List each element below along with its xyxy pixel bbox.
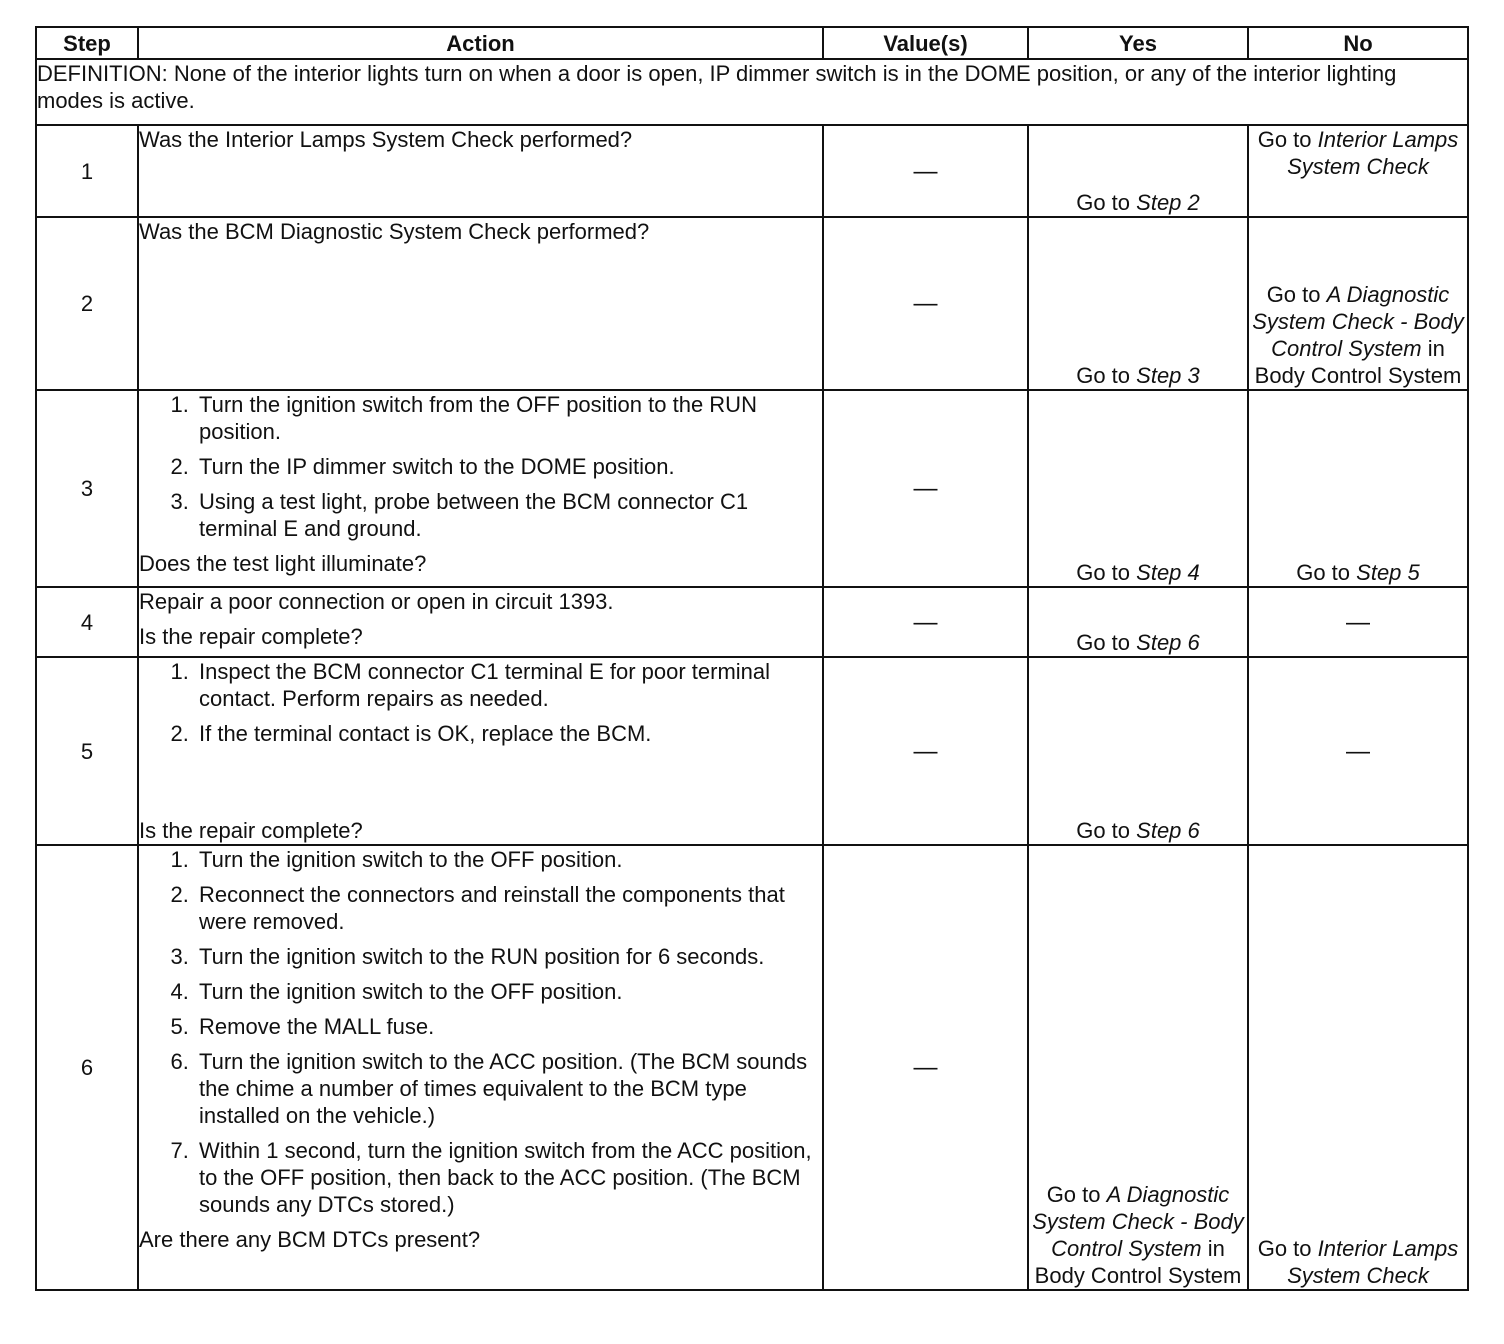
action-list: [139, 658, 822, 747]
go-to-label: Go to: [1076, 190, 1131, 215]
yes-target: Step 6: [1136, 818, 1200, 843]
yes-cell: [1028, 390, 1248, 587]
go-to-label: Go to: [1046, 1182, 1101, 1207]
no-target: Step 5: [1356, 560, 1420, 585]
action-question: Was the BCM Diagnostic System Check performed?: [139, 219, 650, 244]
action-list: [139, 391, 822, 542]
list-item: 2. Turn the IP dimmer switch to the DOME position.: [195, 453, 822, 480]
go-to-label: Go to: [1076, 560, 1131, 585]
yes-target: Step 4: [1136, 560, 1200, 585]
go-to-label: Go to: [1076, 818, 1131, 843]
value-cell: —: [823, 125, 1028, 217]
diagnostic-table: [35, 26, 1469, 1291]
no-target: A Diagnostic System Check - Body Control System: [1252, 282, 1464, 361]
value-cell: —: [823, 657, 1028, 845]
go-to-label: Go to: [1296, 560, 1351, 585]
table-row: [36, 390, 1468, 587]
list-item: 4. Turn the ignition switch to the OFF position.: [195, 978, 822, 1005]
table-header-row: [36, 27, 1468, 59]
no-cell: —: [1248, 657, 1468, 845]
action-text: Repair a poor connection or open in circuit 1393.: [139, 589, 614, 614]
no-cell: —: [1248, 587, 1468, 657]
yes-target: Step 2: [1136, 190, 1200, 215]
action-question: Is the repair complete?: [139, 818, 363, 843]
action-list: [139, 846, 822, 1218]
step-number: 5: [36, 657, 138, 845]
action-cell: [138, 217, 823, 390]
header-step: Step: [36, 27, 138, 59]
list-item: 3. Using a test light, probe between the BCM connector C1 terminal E and ground.: [195, 488, 822, 542]
value-cell: —: [823, 217, 1028, 390]
table-row: [36, 587, 1468, 657]
action-cell: [138, 390, 823, 587]
action-question: Does the test light illuminate?: [139, 551, 427, 576]
yes-cell: [1028, 125, 1248, 217]
list-item: 5. Remove the MALL fuse.: [195, 1013, 822, 1040]
list-item: 3. Turn the ignition switch to the RUN position for 6 seconds.: [195, 943, 822, 970]
header-action: Action: [138, 27, 823, 59]
step-number: 2: [36, 217, 138, 390]
header-no: No: [1248, 27, 1468, 59]
list-item: 2. Reconnect the connectors and reinstall the components that were removed.: [195, 881, 822, 935]
list-item: 1. Turn the ignition switch to the OFF position.: [195, 846, 822, 873]
header-yes: Yes: [1028, 27, 1248, 59]
go-to-label: Go to: [1257, 1236, 1312, 1261]
go-to-label: Go to: [1076, 630, 1131, 655]
step-number: 6: [36, 845, 138, 1290]
value-cell: —: [823, 390, 1028, 587]
no-cell: [1248, 125, 1468, 217]
value-cell: —: [823, 587, 1028, 657]
action-question: Are there any BCM DTCs present?: [139, 1227, 481, 1252]
table-row: [36, 125, 1468, 217]
definition-row: [36, 59, 1468, 125]
step-number: 4: [36, 587, 138, 657]
yes-suffix: in Body Control System: [1034, 1236, 1242, 1288]
go-to-label: Go to: [1076, 363, 1131, 388]
yes-cell: [1028, 657, 1248, 845]
action-cell: [138, 845, 823, 1290]
no-suffix: in Body Control System: [1254, 336, 1462, 388]
action-cell: [138, 125, 823, 217]
spacer: [139, 755, 822, 817]
yes-target: A Diagnostic System Check - Body Control System: [1032, 1182, 1244, 1261]
yes-target: Step 6: [1136, 630, 1200, 655]
list-item: 1. Turn the ignition switch from the OFF position to the RUN position.: [195, 391, 822, 445]
action-cell: [138, 657, 823, 845]
go-to-label: Go to: [1257, 127, 1312, 152]
action-question: Is the repair complete?: [139, 624, 363, 649]
step-number: 3: [36, 390, 138, 587]
header-values: Value(s): [823, 27, 1028, 59]
yes-cell: [1028, 217, 1248, 390]
no-cell: [1248, 845, 1468, 1290]
action-cell: [138, 587, 823, 657]
yes-cell: [1028, 587, 1248, 657]
yes-cell: [1028, 845, 1248, 1290]
definition-text: DEFINITION: None of the interior lights turn on when a door is open, IP dimmer switch is in the DOME position, or any of the interior lighting modes is active.: [36, 59, 1468, 125]
value-cell: —: [823, 845, 1028, 1290]
table-row: [36, 657, 1468, 845]
no-target: Interior Lamps System Check: [1287, 127, 1459, 179]
list-item: 7. Within 1 second, turn the ignition switch from the ACC position, to the OFF position, then back to the ACC position. (The BCM sounds any DTCs stored.): [195, 1137, 822, 1218]
list-item: 6. Turn the ignition switch to the ACC position. (The BCM sounds the chime a number of times equivalent to the BCM type installed on the vehicle.): [195, 1048, 822, 1129]
no-cell: [1248, 217, 1468, 390]
yes-target: Step 3: [1136, 363, 1200, 388]
action-question: Was the Interior Lamps System Check performed?: [139, 127, 633, 152]
step-number: 1: [36, 125, 138, 217]
list-item: 2. If the terminal contact is OK, replace the BCM.: [195, 720, 822, 747]
table-row: [36, 217, 1468, 390]
go-to-label: Go to: [1266, 282, 1321, 307]
table-row: [36, 845, 1468, 1290]
list-item: 1. Inspect the BCM connector C1 terminal E for poor terminal contact. Perform repairs as needed.: [195, 658, 822, 712]
no-cell: [1248, 390, 1468, 587]
no-target: Interior Lamps System Check: [1287, 1236, 1459, 1288]
